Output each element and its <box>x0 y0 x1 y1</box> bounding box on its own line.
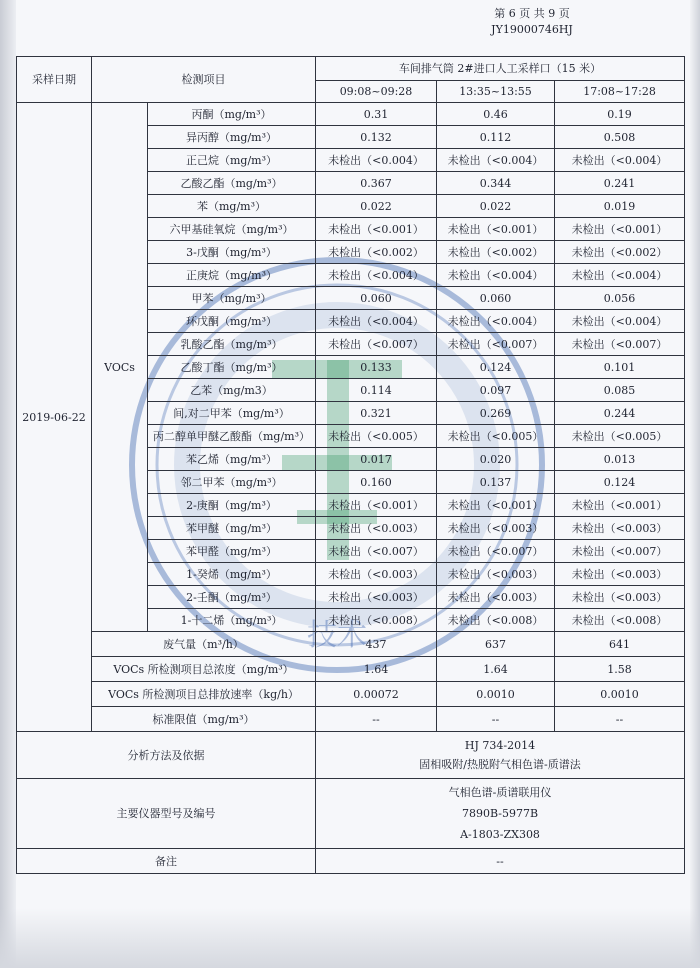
item-name: 邻二甲苯（mg/m³） <box>148 471 316 494</box>
summary-value: 1.64 <box>437 657 555 682</box>
item-name: 乳酸乙酯（mg/m³） <box>148 333 316 356</box>
value-cell: 未检出（<0.003） <box>555 517 685 540</box>
value-cell: 未检出（<0.001） <box>316 218 437 241</box>
item-name: 异丙醇（mg/m³） <box>148 126 316 149</box>
summary-value: 637 <box>437 632 555 657</box>
item-name: 丙酮（mg/m³） <box>148 103 316 126</box>
header-time-1: 09:08~09:28 <box>316 81 437 103</box>
header-location: 车间排气筒 2#进口人工采样口（15 米） <box>316 57 685 81</box>
value-cell: 未检出（<0.001） <box>437 218 555 241</box>
value-cell: 未检出（<0.007） <box>316 333 437 356</box>
value-cell: 未检出（<0.007） <box>437 333 555 356</box>
page-left-edge <box>0 0 16 968</box>
value-cell: 未检出（<0.001） <box>316 494 437 517</box>
value-cell: 未检出（<0.002） <box>316 241 437 264</box>
item-name: 1-十二烯（mg/m³） <box>148 609 316 632</box>
summary-label: VOCs 所检测项目总排放速率（kg/h） <box>92 682 316 707</box>
header-sample-date: 采样日期 <box>17 57 92 103</box>
page-right-edge <box>690 0 700 968</box>
watermark-text: 技术 <box>307 618 367 653</box>
test-results-table <box>16 56 685 874</box>
document-number: JY19000746HJ <box>491 23 573 36</box>
value-cell: 未检出（<0.004） <box>437 149 555 172</box>
header-test-item: 检测项目 <box>92 57 316 103</box>
value-cell: 0.056 <box>555 287 685 310</box>
header-time-2: 13:35~13:55 <box>437 81 555 103</box>
value-cell: 未检出（<0.001） <box>555 218 685 241</box>
value-cell: 未检出（<0.003） <box>316 586 437 609</box>
note-value: -- <box>316 849 685 874</box>
summary-value: 0.0010 <box>437 682 555 707</box>
value-cell: 0.132 <box>316 126 437 149</box>
value-cell: 未检出（<0.003） <box>555 563 685 586</box>
item-name: 2-庚酮（mg/m³） <box>148 494 316 517</box>
value-cell: 未检出（<0.003） <box>437 563 555 586</box>
value-cell: 0.017 <box>316 448 437 471</box>
summary-value: 0.0010 <box>555 682 685 707</box>
summary-label: 废气量（m³/h） <box>92 632 316 657</box>
value-cell: 未检出（<0.004） <box>316 310 437 333</box>
item-name: 乙苯（mg/m3） <box>148 379 316 402</box>
value-cell: 0.097 <box>437 379 555 402</box>
instrument-model: 7890B-5977B <box>461 807 539 820</box>
value-cell: 未检出（<0.004） <box>555 149 685 172</box>
instrument-label: 主要仪器型号及编号 <box>17 779 316 849</box>
item-name: 正己烷（mg/m³） <box>148 149 316 172</box>
summary-value: 437 <box>316 632 437 657</box>
summary-value: 641 <box>555 632 685 657</box>
value-cell: 未检出（<0.008） <box>437 609 555 632</box>
value-cell: 0.022 <box>316 195 437 218</box>
value-cell: 未检出（<0.001） <box>437 494 555 517</box>
value-cell: 未检出（<0.007） <box>555 540 685 563</box>
value-cell: 未检出（<0.003） <box>316 563 437 586</box>
value-cell: 0.112 <box>437 126 555 149</box>
page-header <box>462 6 602 38</box>
value-cell: 0.19 <box>555 103 685 126</box>
item-name: 2-壬酮（mg/m³） <box>148 586 316 609</box>
value-cell: 0.019 <box>555 195 685 218</box>
instrument-value <box>316 779 685 849</box>
value-cell: 0.160 <box>316 471 437 494</box>
value-cell: 未检出（<0.004） <box>316 149 437 172</box>
instrument-name: 气相色谱-质谱联用仪 <box>448 786 552 799</box>
note-label: 备注 <box>17 849 316 874</box>
item-name: 六甲基硅氧烷（mg/m³） <box>148 218 316 241</box>
item-name: 1-癸烯（mg/m³） <box>148 563 316 586</box>
method-technique: 固相吸附/热脱附气相色谱-质谱法 <box>419 758 581 771</box>
value-cell: 0.022 <box>437 195 555 218</box>
value-cell: 0.344 <box>437 172 555 195</box>
value-cell: 未检出（<0.004） <box>316 264 437 287</box>
value-cell: 0.46 <box>437 103 555 126</box>
value-cell: 0.137 <box>437 471 555 494</box>
value-cell: 0.31 <box>316 103 437 126</box>
summary-value: -- <box>316 707 437 732</box>
item-name: 苯（mg/m³） <box>148 195 316 218</box>
item-name: 3-戊酮（mg/m³） <box>148 241 316 264</box>
value-cell: 未检出（<0.007） <box>316 540 437 563</box>
value-cell: 未检出（<0.004） <box>437 264 555 287</box>
item-name: 乙酸丁酯（mg/m³） <box>148 356 316 379</box>
value-cell: 0.060 <box>437 287 555 310</box>
sample-date-cell: 2019-06-22 <box>17 103 92 732</box>
value-cell: 0.101 <box>555 356 685 379</box>
value-cell: 未检出（<0.002） <box>437 241 555 264</box>
value-cell: 未检出（<0.004） <box>555 264 685 287</box>
item-name: 苯乙烯（mg/m³） <box>148 448 316 471</box>
value-cell: 未检出（<0.002） <box>555 241 685 264</box>
method-value <box>316 732 685 779</box>
value-cell: 0.020 <box>437 448 555 471</box>
header-time-3: 17:08~17:28 <box>555 81 685 103</box>
value-cell: 0.367 <box>316 172 437 195</box>
item-name: 苯甲醛（mg/m³） <box>148 540 316 563</box>
value-cell: 未检出（<0.008） <box>316 609 437 632</box>
page-number: 第 6 页 共 9 页 <box>494 7 570 20</box>
value-cell: 未检出（<0.003） <box>316 517 437 540</box>
summary-value: 1.58 <box>555 657 685 682</box>
value-cell: 0.114 <box>316 379 437 402</box>
value-cell: 0.124 <box>437 356 555 379</box>
value-cell: 0.085 <box>555 379 685 402</box>
item-name: 间,对二甲苯（mg/m³） <box>148 402 316 425</box>
item-name: 甲苯（mg/m³） <box>148 287 316 310</box>
page-bottom-shadow <box>0 908 700 968</box>
item-name: 乙酸乙酯（mg/m³） <box>148 172 316 195</box>
value-cell: 0.133 <box>316 356 437 379</box>
method-label: 分析方法及依据 <box>17 732 316 779</box>
value-cell: 0.241 <box>555 172 685 195</box>
item-name: 环戊酮（mg/m³） <box>148 310 316 333</box>
summary-label: 标准限值（mg/m³） <box>92 707 316 732</box>
value-cell: 未检出（<0.004） <box>437 310 555 333</box>
group-vocs-cell: VOCs <box>92 103 148 632</box>
value-cell: 0.124 <box>555 471 685 494</box>
value-cell: 未检出（<0.008） <box>555 609 685 632</box>
value-cell: 未检出（<0.005） <box>437 425 555 448</box>
value-cell: 0.244 <box>555 402 685 425</box>
instrument-serial: A-1803-ZX308 <box>460 828 540 841</box>
value-cell: 未检出（<0.007） <box>555 333 685 356</box>
summary-value: -- <box>555 707 685 732</box>
value-cell: 0.013 <box>555 448 685 471</box>
item-name: 苯甲醚（mg/m³） <box>148 517 316 540</box>
item-name: 正庚烷（mg/m³） <box>148 264 316 287</box>
summary-value: 0.00072 <box>316 682 437 707</box>
value-cell: 未检出（<0.003） <box>555 586 685 609</box>
value-cell: 0.321 <box>316 402 437 425</box>
summary-label: VOCs 所检测项目总浓度（mg/m³） <box>92 657 316 682</box>
value-cell: 未检出（<0.003） <box>437 586 555 609</box>
summary-value: -- <box>437 707 555 732</box>
item-name: 丙二醇单甲醚乙酸酯（mg/m³） <box>148 425 316 448</box>
value-cell: 未检出（<0.003） <box>437 517 555 540</box>
value-cell: 未检出（<0.005） <box>555 425 685 448</box>
value-cell: 未检出（<0.007） <box>437 540 555 563</box>
value-cell: 0.060 <box>316 287 437 310</box>
value-cell: 未检出（<0.005） <box>316 425 437 448</box>
value-cell: 0.269 <box>437 402 555 425</box>
value-cell: 未检出（<0.004） <box>555 310 685 333</box>
summary-value: 1.64 <box>316 657 437 682</box>
value-cell: 未检出（<0.001） <box>555 494 685 517</box>
method-standard: HJ 734-2014 <box>464 739 536 752</box>
value-cell: 0.508 <box>555 126 685 149</box>
